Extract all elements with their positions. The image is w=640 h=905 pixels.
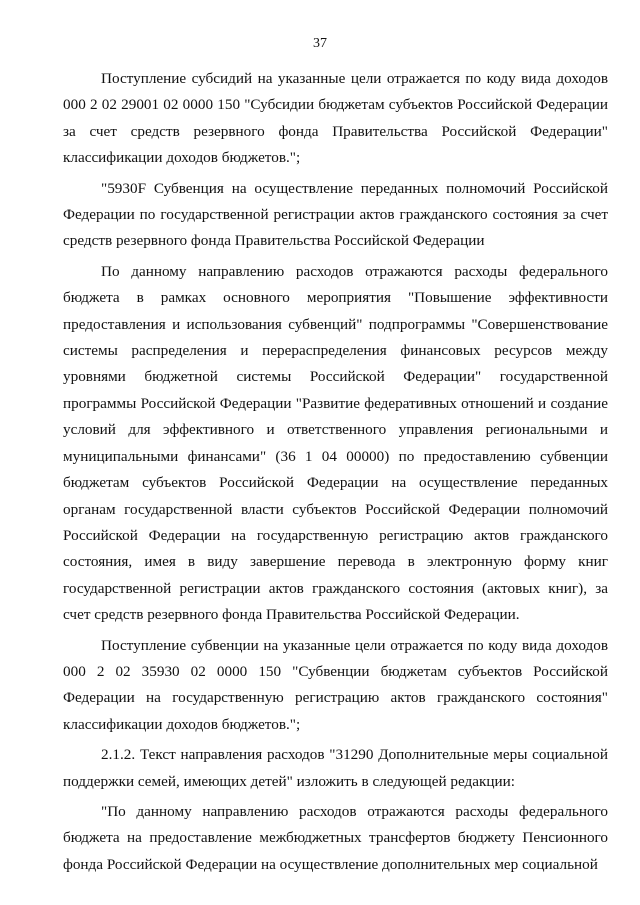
paragraph-subsidy-income: Поступление субсидий на указанные цели отражается по коду вида доходов 000 2 02 29001 02 0000 150 "Субсидии бюджетам субъектов Российской Федерации за счет средств резервного фонда Правительства Российской Федерации" классификации доходов бюджетов."; — [63, 70, 608, 167]
page-number: 37 — [313, 36, 327, 51]
paragraph-subvention-income: Поступление субвенции на указанные цели отражается по коду вида доходов 000 2 02 35930 02 0000 150 "Субвенции бюджетам субъектов Российской Федерации на государственную регистрацию актов гражданского состояния" классификации доходов бюджетов."; — [63, 636, 608, 733]
document-body — [63, 66, 608, 882]
paragraph-31290-text: "По данному направлению расходов отражаются расходы федерального бюджета на предоставление межбюджетных трансфертов бюджету Пенсионного фонда Российской Федерации на осуществление дополнительных мер социальной — [63, 802, 608, 873]
paragraph-2-1-2: 2.1.2. Текст направления расходов "31290 Дополнительные меры социальной поддержки семей, имеющих детей" изложить в следующей редакции: — [63, 746, 608, 790]
paragraph-5930f-description: По данному направлению расходов отражаются расходы федерального бюджета в рамках основного мероприятия "Повышение эффективности предоставления и использования субвенций" подпрограммы "Совершенствование системы распределения и перераспределения финансовых ресурсов между уровнями бюджетной системы Российской Федерации" государственной программы Российской Федерации "Развитие федеративных отношений и создание условий для эффективного и ответственного управления региональными и муниципальными финансами" (36 1 04 00000) по предоставлению субвенции бюджетам субъектов Российской Федерации на осуществление переданных органам государственной власти субъектов Российской Федерации полномочий Российской Федерации на государственную регистрацию актов гражданского состояния, имея в виду завершение перевода в электронную форму книг государственной регистрации актов гражданского состояния (актовых книг), за счет средств резервного фонда Правительства Российской Федерации. — [63, 262, 608, 624]
paragraph-5930f-heading: "5930F Субвенция на осуществление переданных полномочий Российской Федерации по государственной регистрации актов гражданского состояния за счет средств резервного фонда Правительства Российской Федерации — [63, 179, 608, 250]
